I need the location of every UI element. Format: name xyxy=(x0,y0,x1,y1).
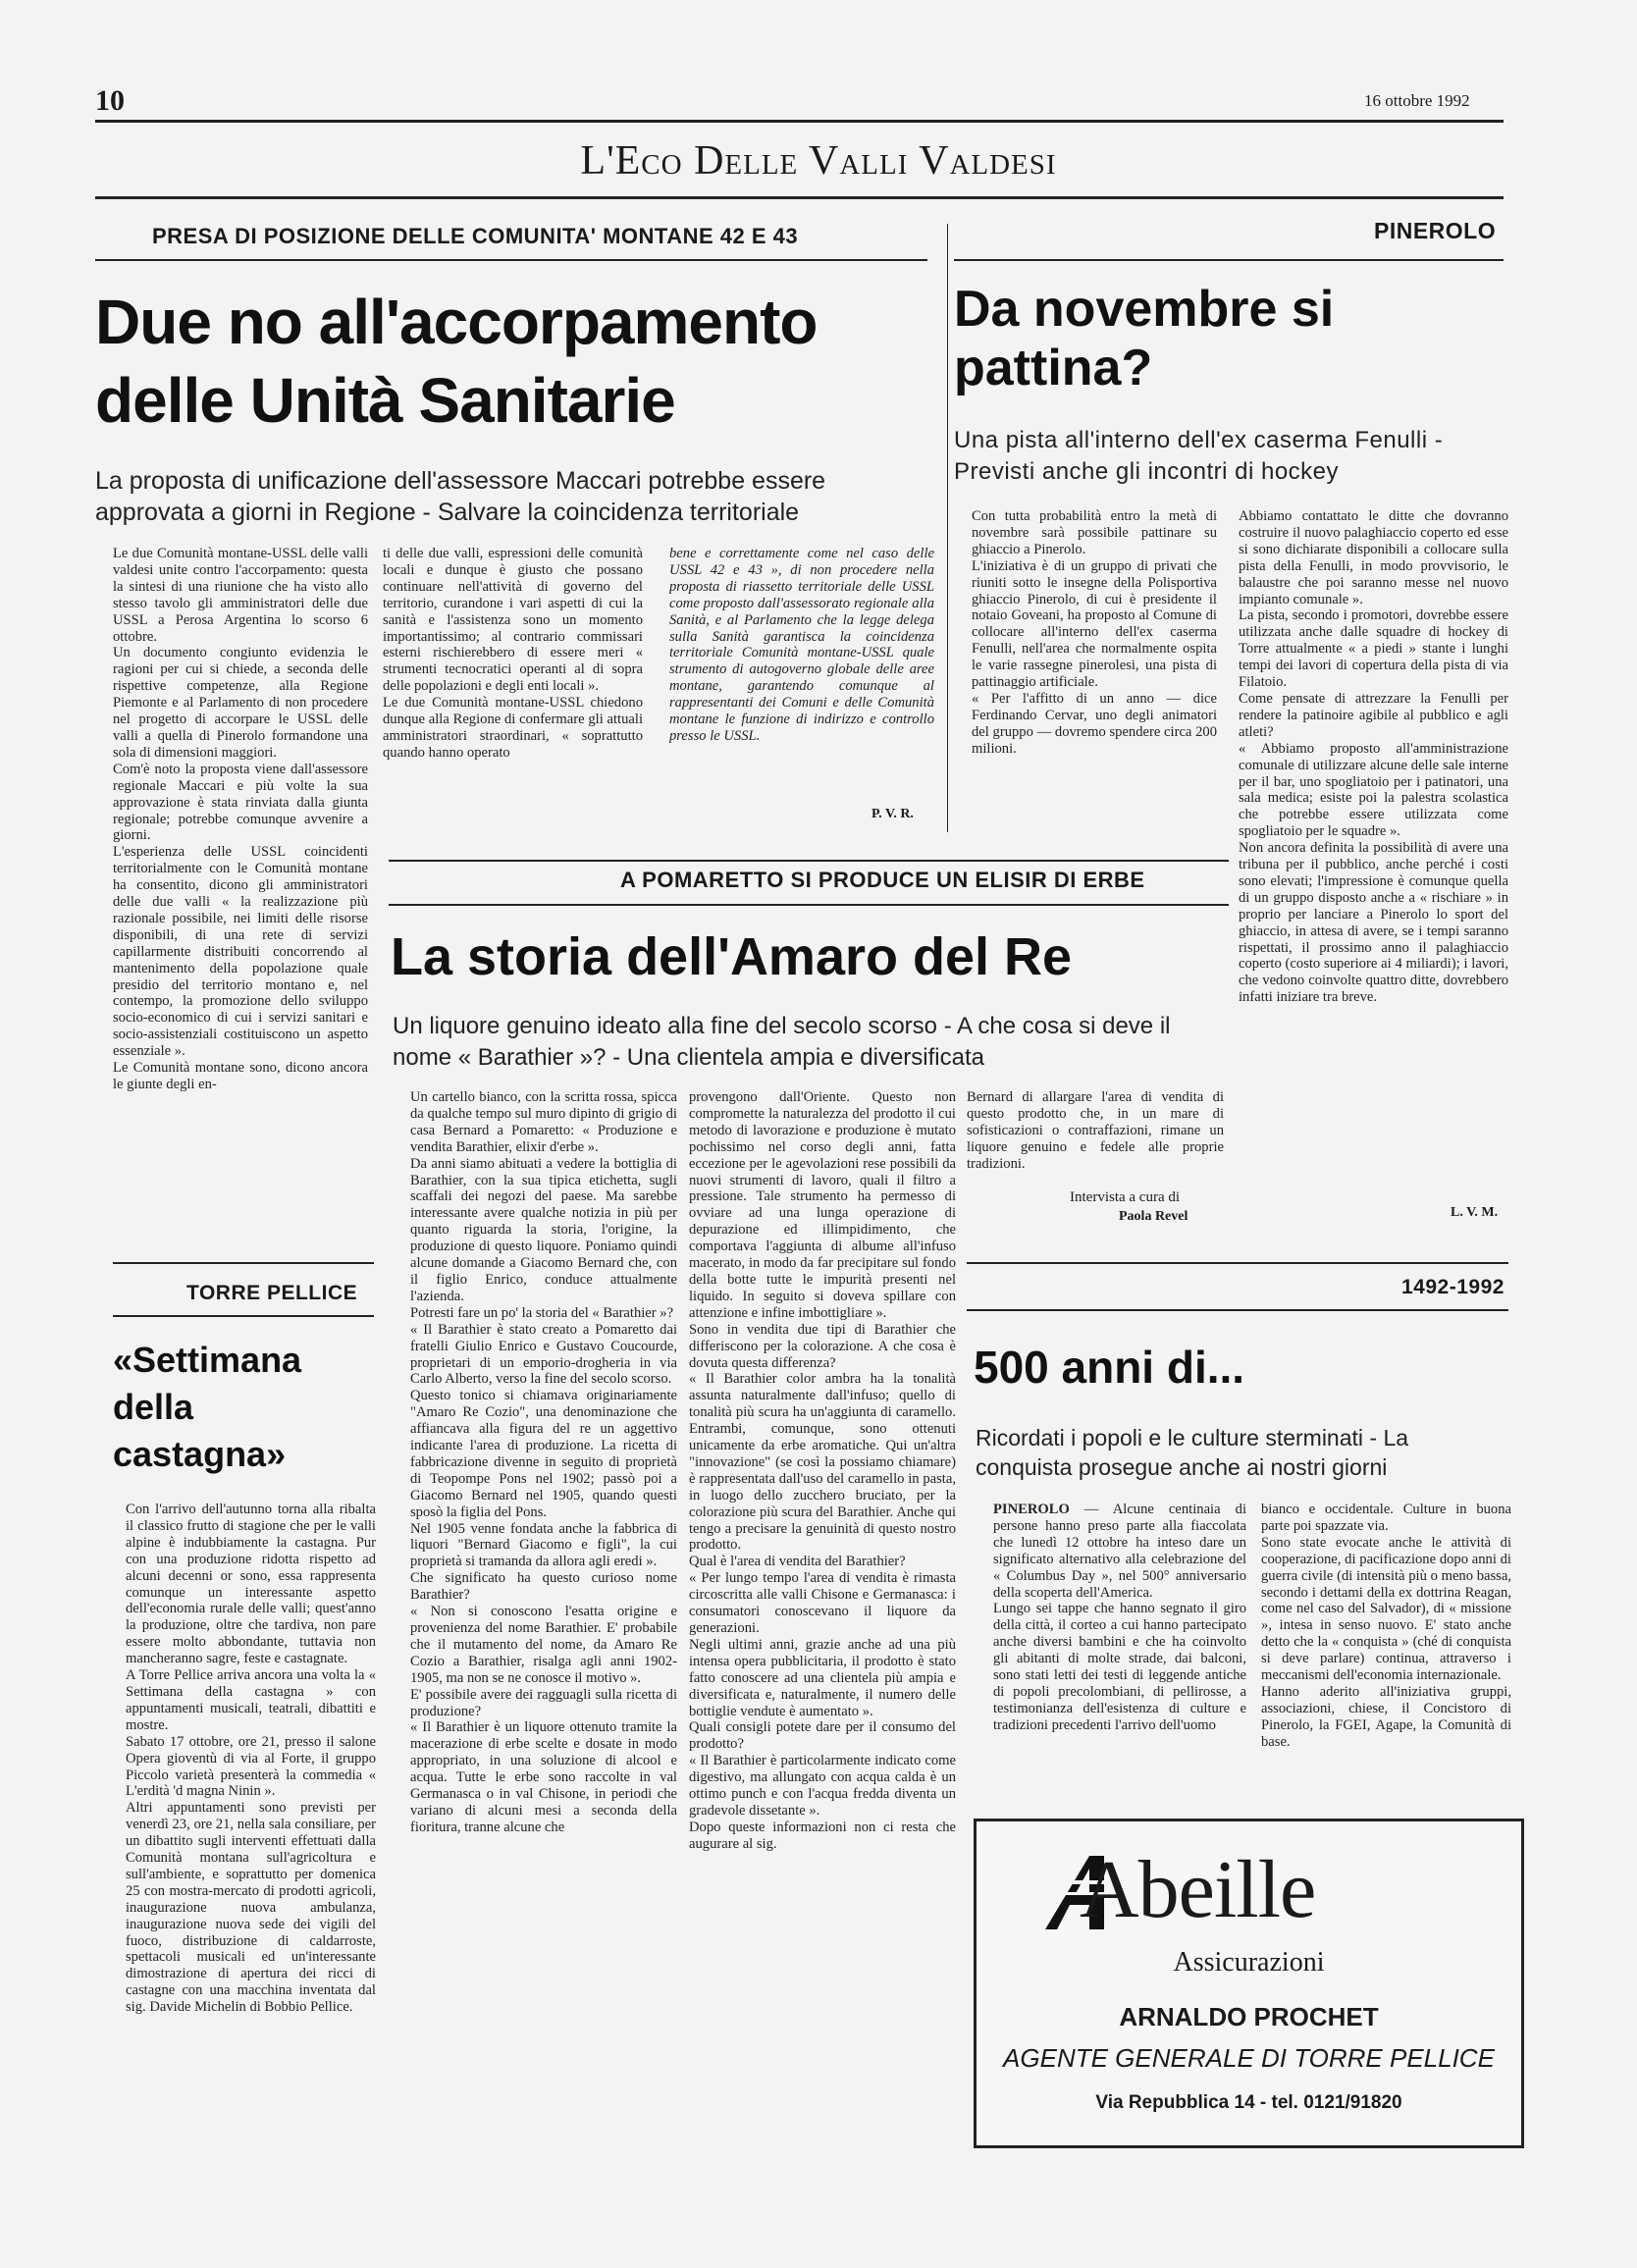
amaro-deck: Un liquore genuino ideato alla fine del secolo scorso - A che cosa si deve il nome « Barathier »? - Una clientela ampia e diversificata xyxy=(393,1013,1171,1071)
amaro-byline-name: Paola Revel xyxy=(1119,1209,1188,1224)
anni-column-2: bianco e occidentale. Culture in buona parte poi spazzate via. Sono state evocate anche le attività di cooperazione, di pacificazione dopo anni di guerra civile (di intensità più o meno bassa, secondo i dettami della ex dottrina Reagan, come nel caso del Salvador), di « missione », intesa in senso nuovo. E' stato anche detto che la « conquista » (ché di conquista si deve parlare) continua, attraverso i meccanismi dell'economia internazionale. Hanno aderito all'iniziativa gruppi, associazioni, chiese, il Concistoro di Pinerolo, la FGEI, Agape, la Comunità di base. xyxy=(1261,1502,1511,1750)
pista-column-1: Con tutta probabilità entro la metà di novembre sarà possibile pattinare su ghiaccio a Pinerolo. L'iniziativa è di un gruppo di privati che riuniti sotto le insegne della Polisportiva ghiaccio Pinerolo, di cui è presidente il notaio Goveani, ha proposto al Comune di collocare all'interno dell'ex caserma Fenulli, nell'area che normalmente ospita le varie rassegne pinerolesi, una pista di pattinaggio artificiale. « Per l'affitto di un anno — dice Ferdinando Cervar, uno degli animatori del gruppo — dovremo spendere circa 200 milioni. xyxy=(972,508,1217,757)
ussl-column-3: bene e correttamente come nel caso delle USSL 42 e 43 », di non procedere nella proposta di riassetto territoriale delle USSL come proposto dall'assessorato regionale alla Sanità, e al Parlamento che la legge delega sulla Sanità garantisca la coincidenza territoriale Comunità montane-USSL quale strumento di autogoverno globale delle aree montane, garantendo comunque al rappresentanti dei Comuni e delle Comunità montane le funzione di indirizzo e controllo presso le USSL. xyxy=(669,546,934,744)
anni-top-rule xyxy=(967,1262,1508,1264)
agent-name: ARNALDO PROCHET xyxy=(1119,2002,1379,2031)
page-number: 10 xyxy=(95,84,125,117)
anni-headline: 500 anni di... xyxy=(974,1342,1245,1393)
ussl-signature: P. V. R. xyxy=(871,807,914,821)
amaro-column-1: Un cartello bianco, con la scritta rossa, spicca da qualche tempo sul muro dipinto di grigio di casa Bernard a Pomaretto: « Produzione e vendita Barathier, elixir d'erbe ». Da anni siamo abituati a vedere la bottiglia di Barathier, con la sua tipica etichetta, sugli scaffali dei negozi del paese. Ma sarebbe interessante avere qualche notizia in più per quanto riguarda la storia, l'origine, la produzione di questo liquore. Poniamo quindi alcune domande a Giacomo Bernard che, con il figlio Enrico, conduce attualmente l'azienda. Potresti fare un po' la storia del « Barathier »? « Il Barathier è stato creato a Pomaretto dai fratelli Giulio Enrico e Gustavo Coucourde, proprietari di un emporio-drogheria in via Carlo Alberto, verso la fine del secolo scorso. Questo tonico si chiamava originariamente "Amaro Re Cozio", una denominazione che affiancava alla figura del re un aggettivo indicante l'area di produzione. La ricetta di fabbricazione divenne in seguito di proprietà di Teopompe Pons nel 1902; passò poi a Giacomo Bernard nel 1905, quando questi sposò la figlia del Pons. Nel 1905 venne fondata anche la fabbrica di liquori "Bernard Giacomo e figli", la cui proprietà si tramanda da allora agli eredi ». Che significato ha questo curioso nome Barathier? « Non si conoscono l'esatta origine e provenienza del nome Barathier. E' probabile che il mutamento del nome, da Amaro Re Cozio a Barathier, risalga agli anni 1902-1905, ma non se ne conosce il motivo ». E' possibile avere dei ragguagli sulla ricetta di produzione? « Il Barathier è un liquore ottenuto tramite la macerazione di erbe scelte e dosate in modo appropriato, in una soluzione di alcool e acqua. Tutte le erbe sono raccolte in val Germanasca o in val Chisone, in periodi che variano di alcuni mesi a seconda della fioritura, tranne alcune che xyxy=(410,1089,677,1835)
abeille-subtitle: Assicurazioni xyxy=(1173,1947,1325,1978)
pista-section: PINEROLO xyxy=(1374,218,1497,243)
ussl-kicker-rule xyxy=(95,259,927,261)
castagna-body: Con l'arrivo dell'autunno torna alla ribalta il classico frutto di stagione che per le valli alpine è indubbiamente la castagna. Pur con una produzione ridotta rispetto ad alcuni decenni or sono, essa rappresenta comunque un interessante aspetto dell'economia rurale delle valli; quest'anno la produzione, oltre che tardiva, non pare essere molto abbondante, tuttavia non mancheranno sagre, feste e castagnate. A Torre Pellice arriva ancora una volta la « Settimana della castagna » con appuntamenti musicali, teatrali, dibattiti e mostre. Sabato 17 ottobre, ore 21, presso il salone Opera gioventù di via al Forte, il gruppo Piccolo varietà presenterà la commedia « L'erdità 'd magna Ninin ». Altri appuntamenti sono previsti per venerdì 23, ore 21, nella sala consiliare, per un dibattito sugli interventi effettuati dalla Comunità montana sull'agricoltura e sull'ambiente, e soprattutto per domenica 25 con mostra-mercato di prodotti agricoli, inaugurazione nuova ambulanza, inaugurazione nuova sede dei vigili del fuoco, distribuzione di caldarroste, spettacoli musicali ed un'interessante dimostrazione di apertura dei ricci di castagne con una macchina inventata dal sig. Davide Michelin di Bobbio Pellice. xyxy=(126,1502,376,2016)
amaro-byline-label: Intervista a cura di xyxy=(1070,1189,1181,1205)
anni-column-1-text: — Alcune centinaia di persone hanno preso parte alla fiaccolata che lunedì 12 ottobre ha inteso dare un significato alternativo alla celebrazione del « Columbus Day », nel 500° anniversario della scoperta dell'America. Lungo sei tappe che hanno segnato il giro della città, il corteo a cui hanno partecipato anche diversi bambini e che ha coinvolto gli abitanti di molte strade, dai balconi, sono stati letti dei testi di leggende antiche di popoli precolombiani, di pellirosse, a testimonianza dell'esistenza di culture e tradizioni precedenti l'arrivo dell'uomo xyxy=(993,1502,1246,1733)
masthead-rule-top xyxy=(95,120,1504,123)
anni-column-1 xyxy=(993,1502,1246,1796)
pista-signature: L. V. M. xyxy=(1451,1205,1499,1220)
amaro-kicker-rule xyxy=(389,904,1229,906)
masthead-rule-bottom xyxy=(95,196,1504,199)
pista-headline: Da novembre si pattina? xyxy=(954,281,1335,396)
castagna-section-rule xyxy=(113,1315,374,1317)
ussl-headline: Due no all'accorpamento delle Unità Sanitarie xyxy=(95,287,818,436)
pista-deck: Una pista all'interno dell'ex caserma Fenulli - Previsti anche gli incontri di hockey xyxy=(954,427,1444,485)
newspaper-title: L'Eco Delle Valli Valdesi xyxy=(580,138,1057,184)
amaro-top-rule xyxy=(389,860,1229,862)
agent-role: AGENTE GENERALE DI TORRE PELLICE xyxy=(1003,2043,1495,2073)
agent-address: Via Repubblica 14 - tel. 0121/91820 xyxy=(1095,2092,1402,2113)
castagna-section: TORRE PELLICE xyxy=(186,1282,358,1304)
ussl-column-1: Le due Comunità montane-USSL delle valli valdesi unite contro l'accorpamento: questa la sintesi di una riunione che ha visto allo stesso tavolo gli amministratori delle due USSL a Perosa Argentina lo scorso 6 ottobre. Un documento congiunto evidenzia le ragioni per cui si chiede, a seconda delle rispettive competenze, alla Regione Piemonte e al Parlamento di non procedere nel progetto di accorpare le USSL delle valli a quella di Pinerolo formandone una sola di dimensioni maggiori. Com'è noto la proposta viene dall'assessore regionale Maccari e più volte la sua approvazione è stata rinviata dalla giunta regionale; potrebbe comunque avvenire a giorni. L'esperienza delle USSL coincidenti territorialmente con le Comunità montane ha consentito, dicono gli amministratori delle due valli « la realizzazione più razionale possibile, nei limiti delle risorse disponibili, di una rete di servizi capillarmente distribuiti concorrendo al mantenimento della popolazione quale presidio del territorio montano e, nel contempo, la promozione dello sviluppo socio-economico di cui i servizi sanitari e socio-assistenziali costituiscono un aspetto essenziale ». Le Comunità montane sono, dicono ancora le giunte degli en- xyxy=(113,546,368,1092)
issue-date: 16 ottobre 1992 xyxy=(1364,91,1470,110)
amaro-kicker: A POMARETTO SI PRODUCE UN ELISIR DI ERBE xyxy=(620,868,1145,892)
castagna-top-rule xyxy=(113,1262,374,1264)
ussl-column-2: ti delle due valli, espressioni delle comunità locali e dunque è giusto che possano continuare nell'attività di governo del territorio, curandone i vari aspetti di cui la sanità e l'assistenza sono un momento importantissimo; al contrario commissari esterni rischierebbero di essere meri « strumenti tecnocratici operanti al di sopra delle popolazioni e degli enti locali ». Le due Comunità montane-USSL chiedono dunque alla Regione di confermare gli attuali amministratori straordinari, « soprattutto quando hanno operato xyxy=(383,546,643,761)
castagna-headline: «Settimana della castagna» xyxy=(113,1340,302,1474)
anni-section: 1492-1992 xyxy=(1401,1276,1505,1298)
column-divider-right xyxy=(947,224,948,832)
abeille-advertisement xyxy=(974,1819,1524,2148)
abeille-brand: Abeille xyxy=(1080,1844,1316,1935)
anni-deck: Ricordati i popoli e le culture sterminati - La conquista prosegue anche ai nostri giorni xyxy=(976,1425,1409,1480)
pista-section-rule xyxy=(954,259,1504,261)
amaro-headline: La storia dell'Amaro del Re xyxy=(391,927,1073,986)
amaro-column-3: Bernard di allargare l'area di vendita di questo prodotto che, in un mare di sofisticazioni o contraffazioni, rimane un liquore genuino e fedele alle proprie tradizioni. xyxy=(967,1089,1224,1172)
ussl-kicker: PRESA DI POSIZIONE DELLE COMUNITA' MONTANE 42 E 43 xyxy=(152,224,799,248)
ussl-deck: La proposta di unificazione dell'assessore Maccari potrebbe essere approvata a giorni in Regione - Salvare la coincidenza territoriale xyxy=(95,467,826,526)
anni-lead-word: PINEROLO xyxy=(993,1502,1070,1517)
pista-column-2: Abbiamo contattato le ditte che dovranno costruire il nuovo palaghiaccio coperto ed esse si sono dichiarate disponibili a collocare sulla pista della Fenulli, in modo provvisorio, le balaustre che poi saranno messe nel nuovo impianto comunale ». La pista, secondo i promotori, dovrebbe essere utilizzata anche dalle squadre di hockey di Torre attualmente « a piedi » stante i lunghi tempi dei lavori di copertura della pista di via Filatoio. Come pensate di attrezzare la Fenulli per rendere la patinoire agibile al pubblico e agli atleti? « Abbiamo proposto all'amministrazione comunale di utilizzare alcune delle sale interne per il bar, uno spogliatoio per i patinatori, una sala medica; esiste poi la palestra scolastica che potrebbe essere utilizzata come spogliatoio per le squadre ». Non ancora definita la possibilità di avere una tribuna per il pubblico, anche perché i costi sono elevati; l'impressione è comunque quella di un gruppo disposto anche a « rischiare » in proprio per lanciare a Pinerolo lo sport del ghiaccio, in attesa di avere, se i tempi saranno rispettati, il prossimo anno il palaghiaccio coperto (costo superiore ai 4 miliardi); i lavori, che vedono coinvolte quattro ditte, dovrebbero infatti iniziare tra breve. xyxy=(1239,508,1508,1006)
anni-section-rule xyxy=(967,1309,1508,1311)
amaro-column-2: provengono dall'Oriente. Questo non compromette la naturalezza del prodotto il cui metodo di lavorazione e produzione è mutato pochissimo nel corso degli anni, fatta eccezione per le agevolazioni rese possibili da nuovi strumenti di lavoro, quali il filtro a pressione. Tale strumento ha permesso di ovviare ad una lunga operazione di depurazione ed illimpidimento, che comportava l'aggiunta di albume all'infuso macerato, in modo da far precipitare sul fondo della botte tutte le impurità presenti nel liquido. In seguito si doveva spillare con attenzione e infine imbottigliare ». Sono in vendita due tipi di Barathier che differiscono per la colorazione. A che cosa è dovuta questa differenza? « Il Barathier color ambra ha la tonalità assunta naturalmente dall'infuso; quello di tonalità più scura ha un'aggiunta di caramello. Entrambi, comunque, sono ottenuti unicamente da erbe aromatiche. Qui un'altra "innovazione" (se così la possiamo chiamare) è rappresentata dall'uso del caramello in pasta, in luogo dello zucchero bruciato, per la colorazione più scura del Barathier. Anche qui tengo a precisare la genuinità di questo nostro prodotto. Qual è l'area di vendita del Barathier? « Per lungo tempo l'area di vendita è rimasta circoscritta alle valli Chisone e Germanasca: i consumatori conoscevano il liquore da generazioni. Negli ultimi anni, grazie anche ad una più intensa opera pubblicitaria, il prodotto è stato fatto conoscere ad una clientela più ampia e diversificata e, naturalmente, il numero delle bottiglie vendute è aumentato ». Quali consigli potete dare per il consumo del prodotto? « Il Barathier è particolarmente indicato come digestivo, ma allungato con acqua calda è un ottimo punch e con l'acqua fredda diventa un gradevole dissetante ». Dopo queste informazioni non ci resta che augurare al sig. xyxy=(689,1089,956,1852)
